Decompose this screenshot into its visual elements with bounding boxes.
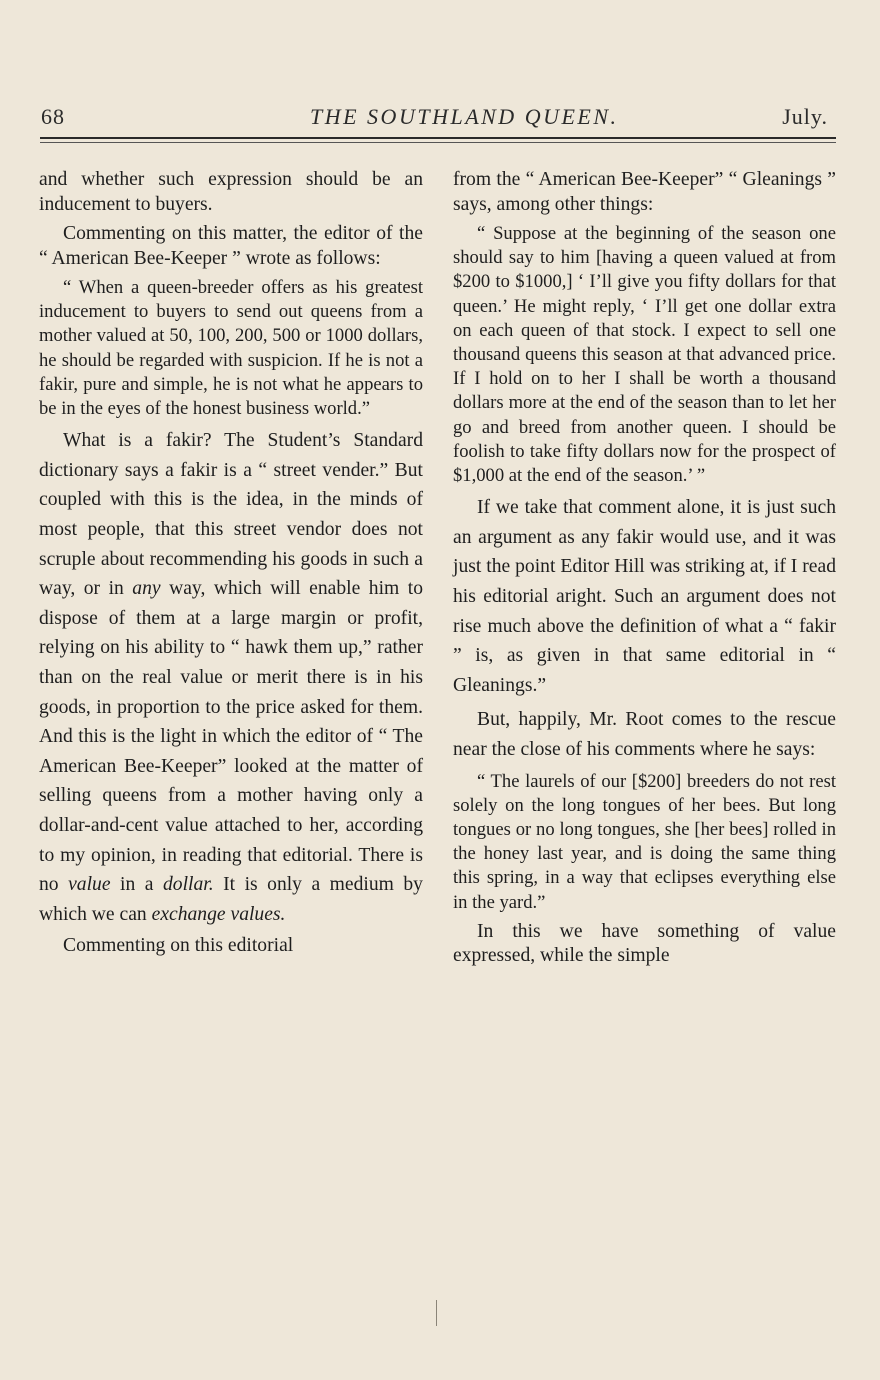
page-number: 68 bbox=[41, 104, 65, 129]
quotation: “ When a queen-breeder offers as his greatest inducement to buyers to send out queens from a mother valued at 50, 100, 200, 500 or 1000 dollars, he should be regarded with suspicion. If he is not a fakir, pure and simple, he is not what he appears to be in the eyes of the honest business world.” bbox=[39, 277, 423, 420]
quotation: “ The laurels of our [$200] breeders do not rest solely on the long tongues of her bees. But long tongues or no long tongues, she [her bees] rolled in the honey last year, and is doing the same thing this spring, in a way that eclipses everything else in the yard.” bbox=[453, 770, 836, 913]
paragraph: from the “ American Bee-Keeper” “ Gleanings ” says, among other things: bbox=[453, 169, 836, 215]
running-header bbox=[40, 104, 828, 132]
right-column bbox=[453, 168, 836, 974]
header-rule bbox=[40, 137, 836, 139]
header-rule-thin bbox=[40, 142, 836, 143]
left-column bbox=[39, 168, 423, 964]
paragraph: If we take that comment alone, it is just such an argument as any fakir would use, and it was just the point Editor Hill was striking at, if I read his editorial aright. Such an argument does not rise much above the definition of what a “ fakir ” is, as given in that same editorial in “ Gleanings.” bbox=[453, 497, 836, 696]
paragraph: and whether such expression should be an inducement to buyers. bbox=[39, 169, 423, 215]
paragraph: But, happily, Mr. Root comes to the rescue near the close of his comments where he says: bbox=[453, 709, 836, 760]
paragraph: What is a fakir? The Student’s Standard dictionary says a fakir is a “ street vender.” But coupled with this is the idea, in the minds of most people, that this street vendor does not scruple about recommending his goods in such a way, or in any way, which will enable him to dispose of them at a large margin or profit, relying on his ability to “ hawk them up,” rather than on the real value or merit there is in his goods, in proportion to the price asked for them. And this is the light in which the editor of “ The American Bee-Keeper” looked at the matter of selling queens from a mother having only a dollar-and-cent value attached to her, according to my opinion, in reading that editorial. There is no value in a dollar. It is only a medium by which we can exchange values. bbox=[39, 430, 423, 925]
paragraph: Commenting on this editorial bbox=[63, 935, 294, 957]
quotation: “ Suppose at the beginning of the season one should say to him [having a queen valued at from $200 to $1000,] ‘ I’ll give you fifty dollars for that queen.’ He might reply, ‘ I’ll get one dollar extra on each queen of that stock. I expect to sell one thousand queens this season at that advanced price. If I hold on to her I shall be worth a thousand dollars more at the end of the season than to let her go and breed from another queen. I should be foolish to take fifty dollars now for the prospect of $1,000 at the end of the season.’ ” bbox=[453, 223, 836, 487]
gutter-mark bbox=[436, 1300, 437, 1326]
journal-title: THE SOUTHLAND QUEEN. bbox=[310, 104, 619, 129]
issue-month: July. bbox=[782, 104, 828, 129]
paragraph: In this we have something of value expressed, while the simple bbox=[453, 920, 836, 967]
paragraph: Commenting on this matter, the editor of the “ American Bee-Keeper ” wrote as follows: bbox=[39, 223, 423, 269]
